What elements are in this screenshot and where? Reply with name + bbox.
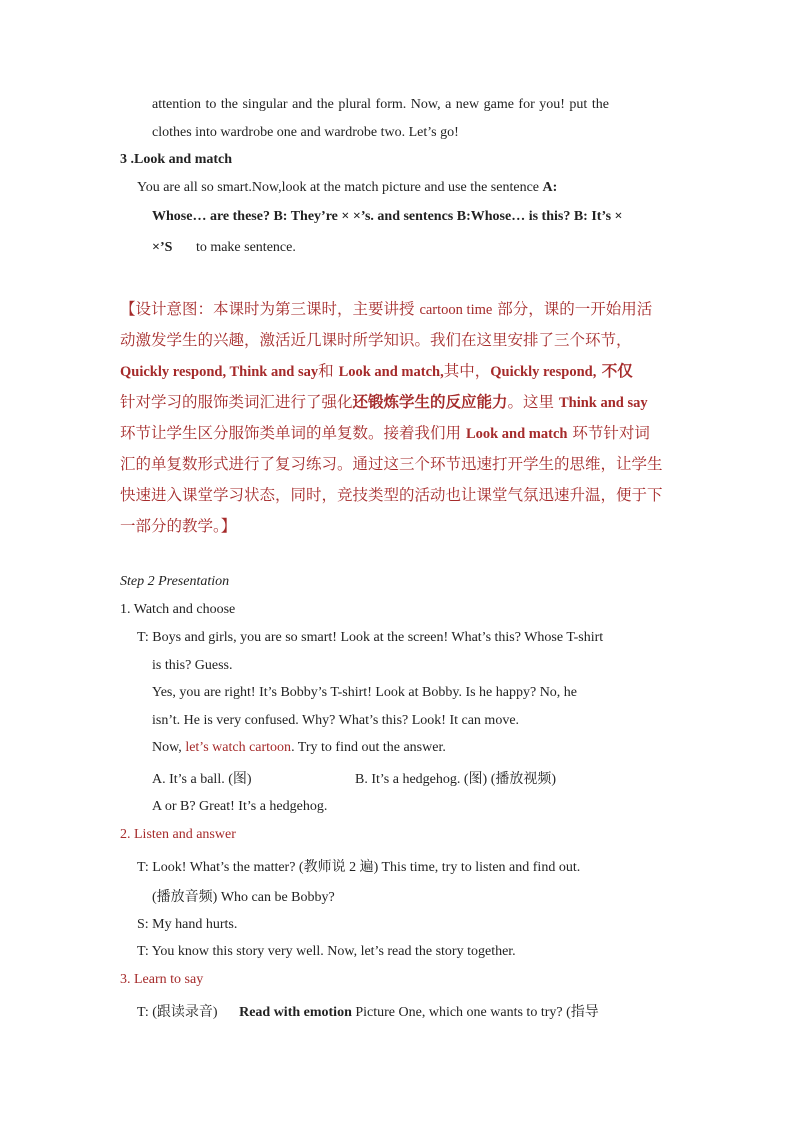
- learn-heading: 3. Learn to say: [120, 972, 204, 987]
- listen-heading: 2. Listen and answer: [120, 827, 236, 842]
- note-line-7: 快速进入课堂学习状态，同时，竞技类型的活动也让课堂气氛迅速升温，便于下: [120, 486, 663, 504]
- note-line-2: 动激发学生的兴趣，激活近几课时所学知识。我们在这里安排了三个环节，: [120, 331, 632, 349]
- look-match-line3: [152, 240, 296, 256]
- look-match-line3-bold: ×’S: [152, 240, 173, 255]
- note-line-5: 环节让学生区分服饰类单词的单复数。接着我们用 Look and match 环节针对词: [120, 424, 650, 442]
- watch-cartoon-link: let’s watch cartoon: [185, 740, 292, 755]
- watch-answer: A or B? Great! It’s a hedgehog.: [152, 799, 328, 814]
- listen-t2: (播放音频) Who can be Bobby?: [152, 890, 335, 905]
- listen-s1: S: My hand hurts.: [137, 917, 238, 932]
- design-note: [120, 297, 676, 537]
- look-match-line1-text: You are all so smart.Now,look at the match picture and use the sentence: [137, 180, 540, 195]
- watch-t2: is this? Guess.: [152, 658, 233, 673]
- watch-t5: Now, let’s watch cartoon. Try to find out the answer.: [152, 740, 446, 755]
- watch-heading: 1. Watch and choose: [120, 602, 236, 617]
- look-match-line3-text: to make sentence.: [195, 240, 296, 255]
- note-line-6: 汇的单复数形式进行了复习练习。通过这三个环节迅速打开学生的思维，让学生: [120, 455, 663, 473]
- note-line-8: 一部分的教学。】: [120, 517, 237, 535]
- note-line-1: 【设计意图：本课时为第三课时，主要讲授 cartoon time 部分，课的一开始用活: [120, 300, 653, 318]
- watch-t4: isn’t. He is very confused. Why? What’s this? Look! It can move.: [152, 713, 520, 728]
- note-line-3: Quickly respond, Think and say和 Look and match,其中，Quickly respond, 不仅: [120, 362, 633, 380]
- watch-t1: T: Boys and girls, you are so smart! Look at the screen! What’s this? Whose T-shirt: [137, 630, 604, 645]
- look-match-line2: Whose… are these? B: They’re × ×’s. and sentencs B:Whose… is this? B: It’s ×: [152, 209, 623, 224]
- note-line-4: 针对学习的服饰类词汇进行了强化还锻炼学生的反应能力。这里 Think and say: [120, 393, 648, 411]
- look-match-line1: [137, 180, 557, 196]
- clothes-line: clothes into wardrobe one and wardrobe two. Let’s go!: [152, 125, 459, 140]
- look-match-heading: 3 .Look and match: [120, 152, 233, 167]
- listen-t1: T: Look! What’s the matter? (教师说 2 遍) This time, try to listen and find out.: [137, 860, 581, 875]
- step2-title: Step 2 Presentation: [120, 574, 230, 589]
- listen-t3: T: You know this story very well. Now, let’s read the story together.: [137, 944, 516, 959]
- watch-option-a: A. It’s a ball. (图): [152, 772, 252, 787]
- watch-option-b: B. It’s a hedgehog. (图) (播放视频): [355, 772, 557, 787]
- attention-line: attention to the singular and the plural form. Now, a new game for you! put the: [152, 97, 609, 112]
- look-match-line1-bold: A:: [542, 180, 558, 195]
- learn-t1: T: (跟读录音) Read with emotion Picture One, which one wants to try? (指导: [137, 1005, 599, 1020]
- watch-t3: Yes, you are right! It’s Bobby’s T-shirt! Look at Bobby. Is he happy? No, he: [152, 685, 578, 700]
- read-with-emotion: Read with emotion: [239, 1005, 352, 1020]
